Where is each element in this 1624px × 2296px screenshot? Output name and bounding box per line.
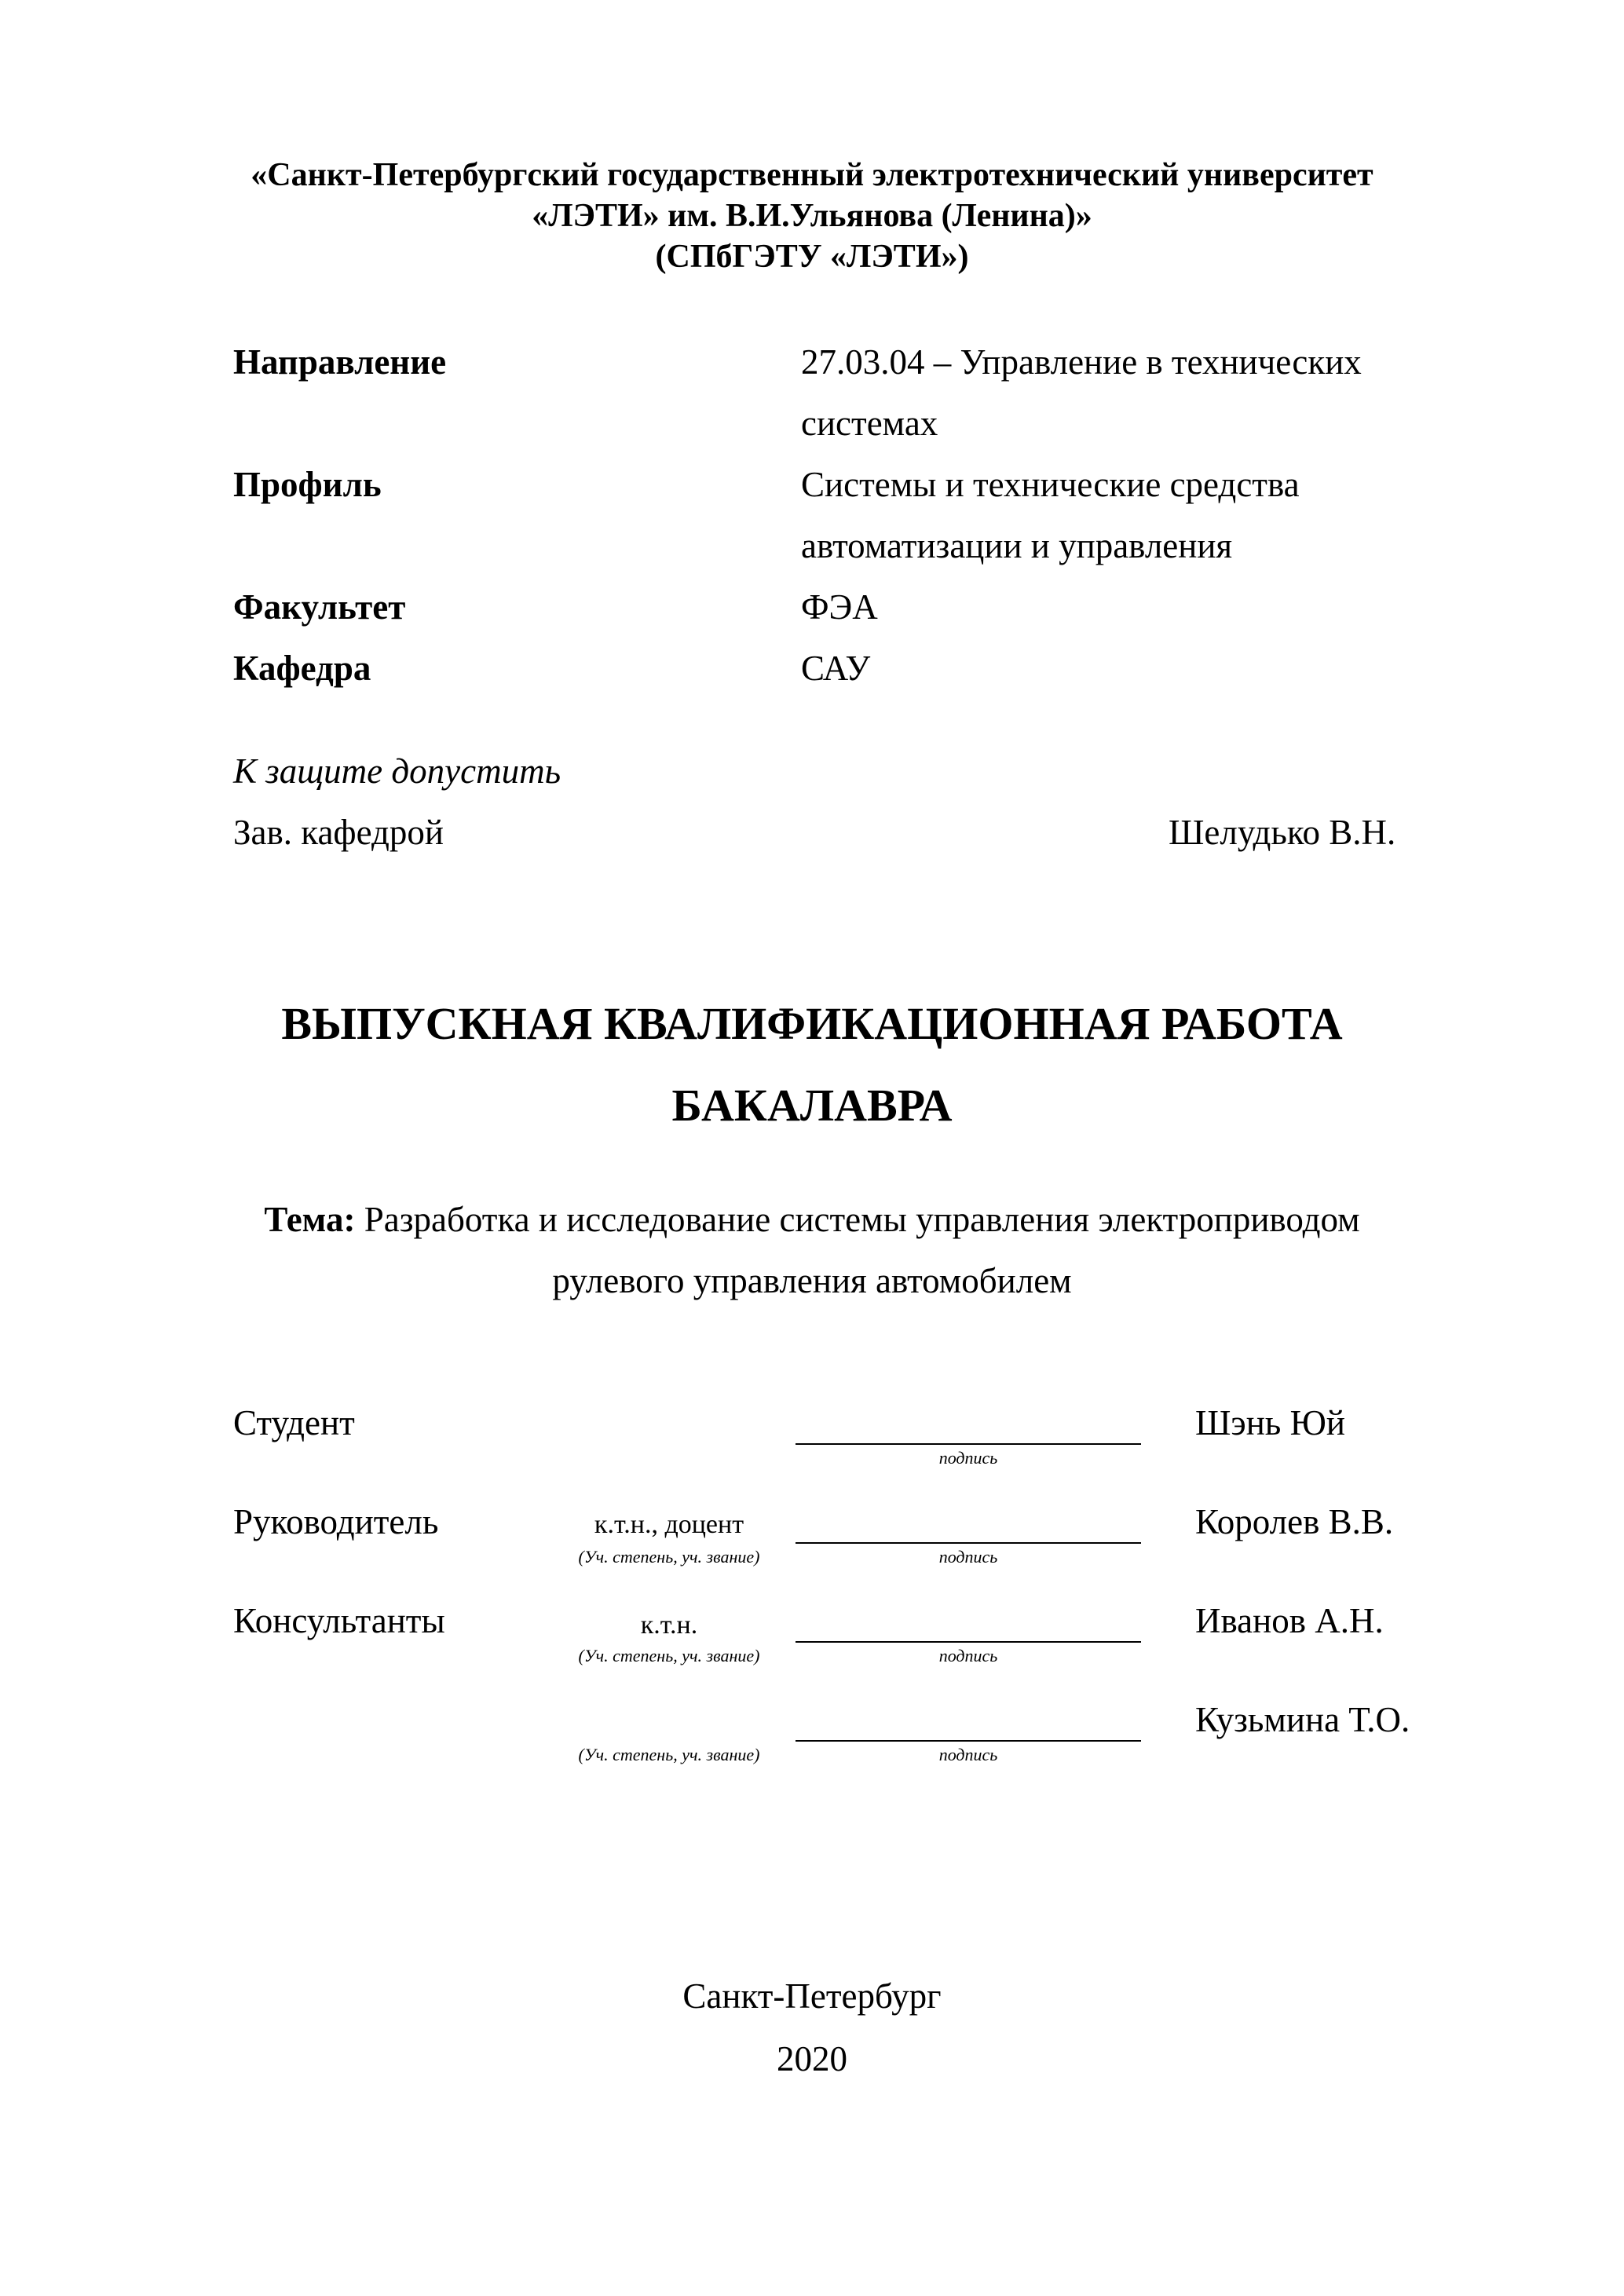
head-of-department-name: Шелудько В.Н. [1169,813,1396,852]
year: 2020 [777,2039,847,2078]
consultant1-name: Иванов А.Н. [1195,1601,1384,1640]
consultant1-degree: к.т.н. [640,1610,698,1640]
department-label: Кафедра [233,649,371,688]
supervisor-signature-line [796,1542,1141,1544]
head-of-department-label: Зав. кафедрой [233,813,444,852]
consultants-role: Консультанты [233,1601,445,1640]
consultant2-signature-line [796,1740,1141,1742]
consultant2-degree-hint: (Уч. степень, уч. звание) [578,1745,760,1764]
supervisor-degree-hint: (Уч. степень, уч. звание) [578,1547,760,1567]
thesis-theme [0,1189,1624,1311]
theme-line2: рулевого управления автомобилем [552,1261,1072,1300]
consultant1-signature-line [796,1641,1141,1643]
profile-value-line1: Системы и технические средства [801,465,1300,504]
supervisor-role: Руководитель [233,1502,439,1541]
supervisor-degree: к.т.н., доцент [594,1510,744,1539]
university-abbreviation: (СПбГЭТУ «ЛЭТИ») [655,239,969,275]
consultant1-signature-hint: подпись [938,1646,998,1665]
student-signature-hint: подпись [938,1448,998,1468]
document-title-line1: ВЫПУСКНАЯ КВАЛИФИКАЦИОННАЯ РАБОТА [281,998,1343,1049]
faculty-label: Факультет [233,587,406,627]
document-title [0,983,1624,1146]
university-name-line2: «ЛЭТИ» им. В.И.Ульянова (Ленина)» [532,198,1092,234]
profile-value-line2: автоматизации и управления [801,526,1233,565]
student-signature-line [796,1443,1141,1445]
consultant2-name: Кузьмина Т.О. [1195,1700,1410,1739]
consultant1-degree-hint: (Уч. степень, уч. звание) [578,1646,760,1665]
supervisor-signature-hint: подпись [938,1547,998,1567]
student-role: Студент [233,1403,355,1442]
direction-value-line2: системах [801,404,938,443]
faculty-value: ФЭА [801,587,878,627]
direction-value-line1: 27.03.04 – Управление в технических [801,342,1362,382]
direction-label: Направление [233,342,447,382]
admit-to-defense: К защите допустить [233,751,561,791]
theme-label: Тема: [264,1200,356,1239]
profile-label: Профиль [233,465,382,504]
supervisor-name: Королев В.В. [1195,1502,1394,1541]
consultant2-signature-hint: подпись [938,1745,998,1764]
student-name: Шэнь Юй [1195,1403,1345,1442]
university-name-line1: «Санкт-Петербургский государственный электротехнический университет [251,157,1373,193]
city: Санкт-Петербург [682,1976,942,2016]
theme-line1: Разработка и исследование системы управления электроприводом [364,1200,1360,1239]
document-title-line2: БАКАЛАВРА [671,1080,953,1131]
university-header [0,155,1624,277]
department-value: САУ [801,649,871,688]
